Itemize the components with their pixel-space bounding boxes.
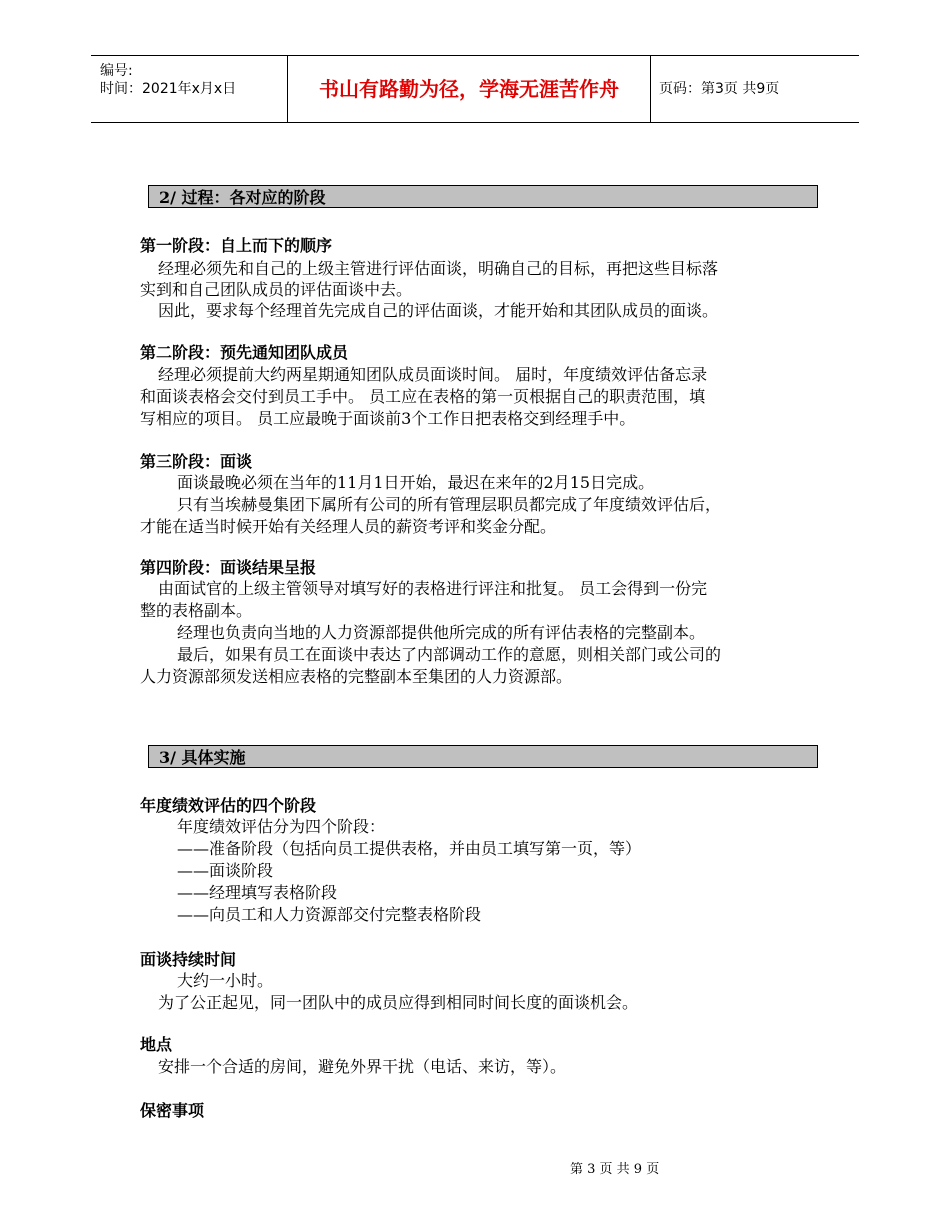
- doc-date-label: 时间：2021年x月x日: [100, 81, 237, 97]
- paragraph-line: 经理也负责向当地的人力资源部提供他所完成的所有评估表格的完整副本。: [177, 623, 706, 642]
- section-title-implementation: 3/ 具体实施: [148, 745, 818, 768]
- list-item: ——向员工和人力资源部交付完整表格阶段: [177, 905, 482, 924]
- header-page-info: 页码：第3页 共9页: [659, 81, 780, 97]
- paragraph-line: 和面谈表格会交付到员工手中。 员工应在表格的第一页根据自己的职责范围，填: [140, 387, 706, 406]
- paragraph-line: 安排一个合适的房间，避免外界干扰（电话、来访，等）。: [158, 1057, 567, 1076]
- paragraph-line: 人力资源部须发送相应表格的完整副本至集团的人力资源部。: [140, 667, 573, 686]
- paragraph-line: 整的表格副本。: [140, 601, 253, 620]
- paragraph-line: 年度绩效评估分为四个阶段：: [177, 817, 386, 836]
- list-item: ——经理填写表格阶段: [177, 883, 338, 902]
- place-heading: 地点: [140, 1035, 173, 1054]
- section-title-process: 2/ 过程：各对应的阶段: [148, 185, 818, 208]
- paragraph-line: 经理必须先和自己的上级主管进行评估面谈，明确自己的目标，再把这些目标落: [158, 259, 719, 278]
- stage3-heading: 第三阶段：面谈: [140, 452, 253, 471]
- page-footer: 第 3 页 共 9 页: [570, 1162, 660, 1177]
- paragraph-line: 由面试官的上级主管领导对填写好的表格进行评注和批复。 员工会得到一份完: [158, 579, 708, 598]
- header-meta: [91, 56, 288, 122]
- confidentiality-heading: 保密事项: [140, 1101, 205, 1120]
- doc-number-label: 编号:: [100, 63, 133, 79]
- page-header: [91, 55, 859, 123]
- list-item: ——准备阶段（包括向员工提供表格，并由员工填写第一页，等）: [177, 839, 642, 858]
- four-stages-heading: 年度绩效评估的四个阶段: [140, 796, 317, 815]
- paragraph-line: 大约一小时。: [177, 971, 274, 990]
- list-item: ——面谈阶段: [177, 861, 274, 880]
- stage4-heading: 第四阶段：面谈结果呈报: [140, 558, 317, 577]
- paragraph-line: 面谈最晚必须在当年的11月1日开始，最迟在来年的2月15日完成。: [177, 473, 655, 492]
- paragraph-line: 只有当埃赫曼集团下属所有公司的所有管理层职员都完成了年度绩效评估后，: [177, 495, 722, 514]
- paragraph-line: 才能在适当时候开始有关经理人员的薪资考评和奖金分配。: [140, 517, 557, 536]
- paragraph-line: 经理必须提前大约两星期通知团队成员面谈时间。 届时，年度绩效评估备忘录: [158, 365, 708, 384]
- paragraph-line: 写相应的项目。 员工应最晚于面谈前3个工作日把表格交到经理手中。: [140, 409, 636, 428]
- paragraph-line: 实到和自己团队成员的评估面谈中去。: [140, 280, 413, 299]
- stage2-heading: 第二阶段：预先通知团队成员: [140, 343, 349, 362]
- stage1-heading: 第一阶段：自上而下的顺序: [140, 236, 333, 255]
- header-motto: 书山有路勤为径，学海无涯苦作舟: [288, 56, 651, 122]
- paragraph-line: 为了公正起见，同一团队中的成员应得到相同时间长度的面谈机会。: [158, 993, 639, 1012]
- paragraph-line: 最后，如果有员工在面谈中表达了内部调动工作的意愿，则相关部门或公司的: [177, 645, 722, 664]
- paragraph-line: 因此，要求每个经理首先完成自己的评估面谈，才能开始和其团队成员的面谈。: [158, 301, 719, 320]
- duration-heading: 面谈持续时间: [140, 950, 237, 969]
